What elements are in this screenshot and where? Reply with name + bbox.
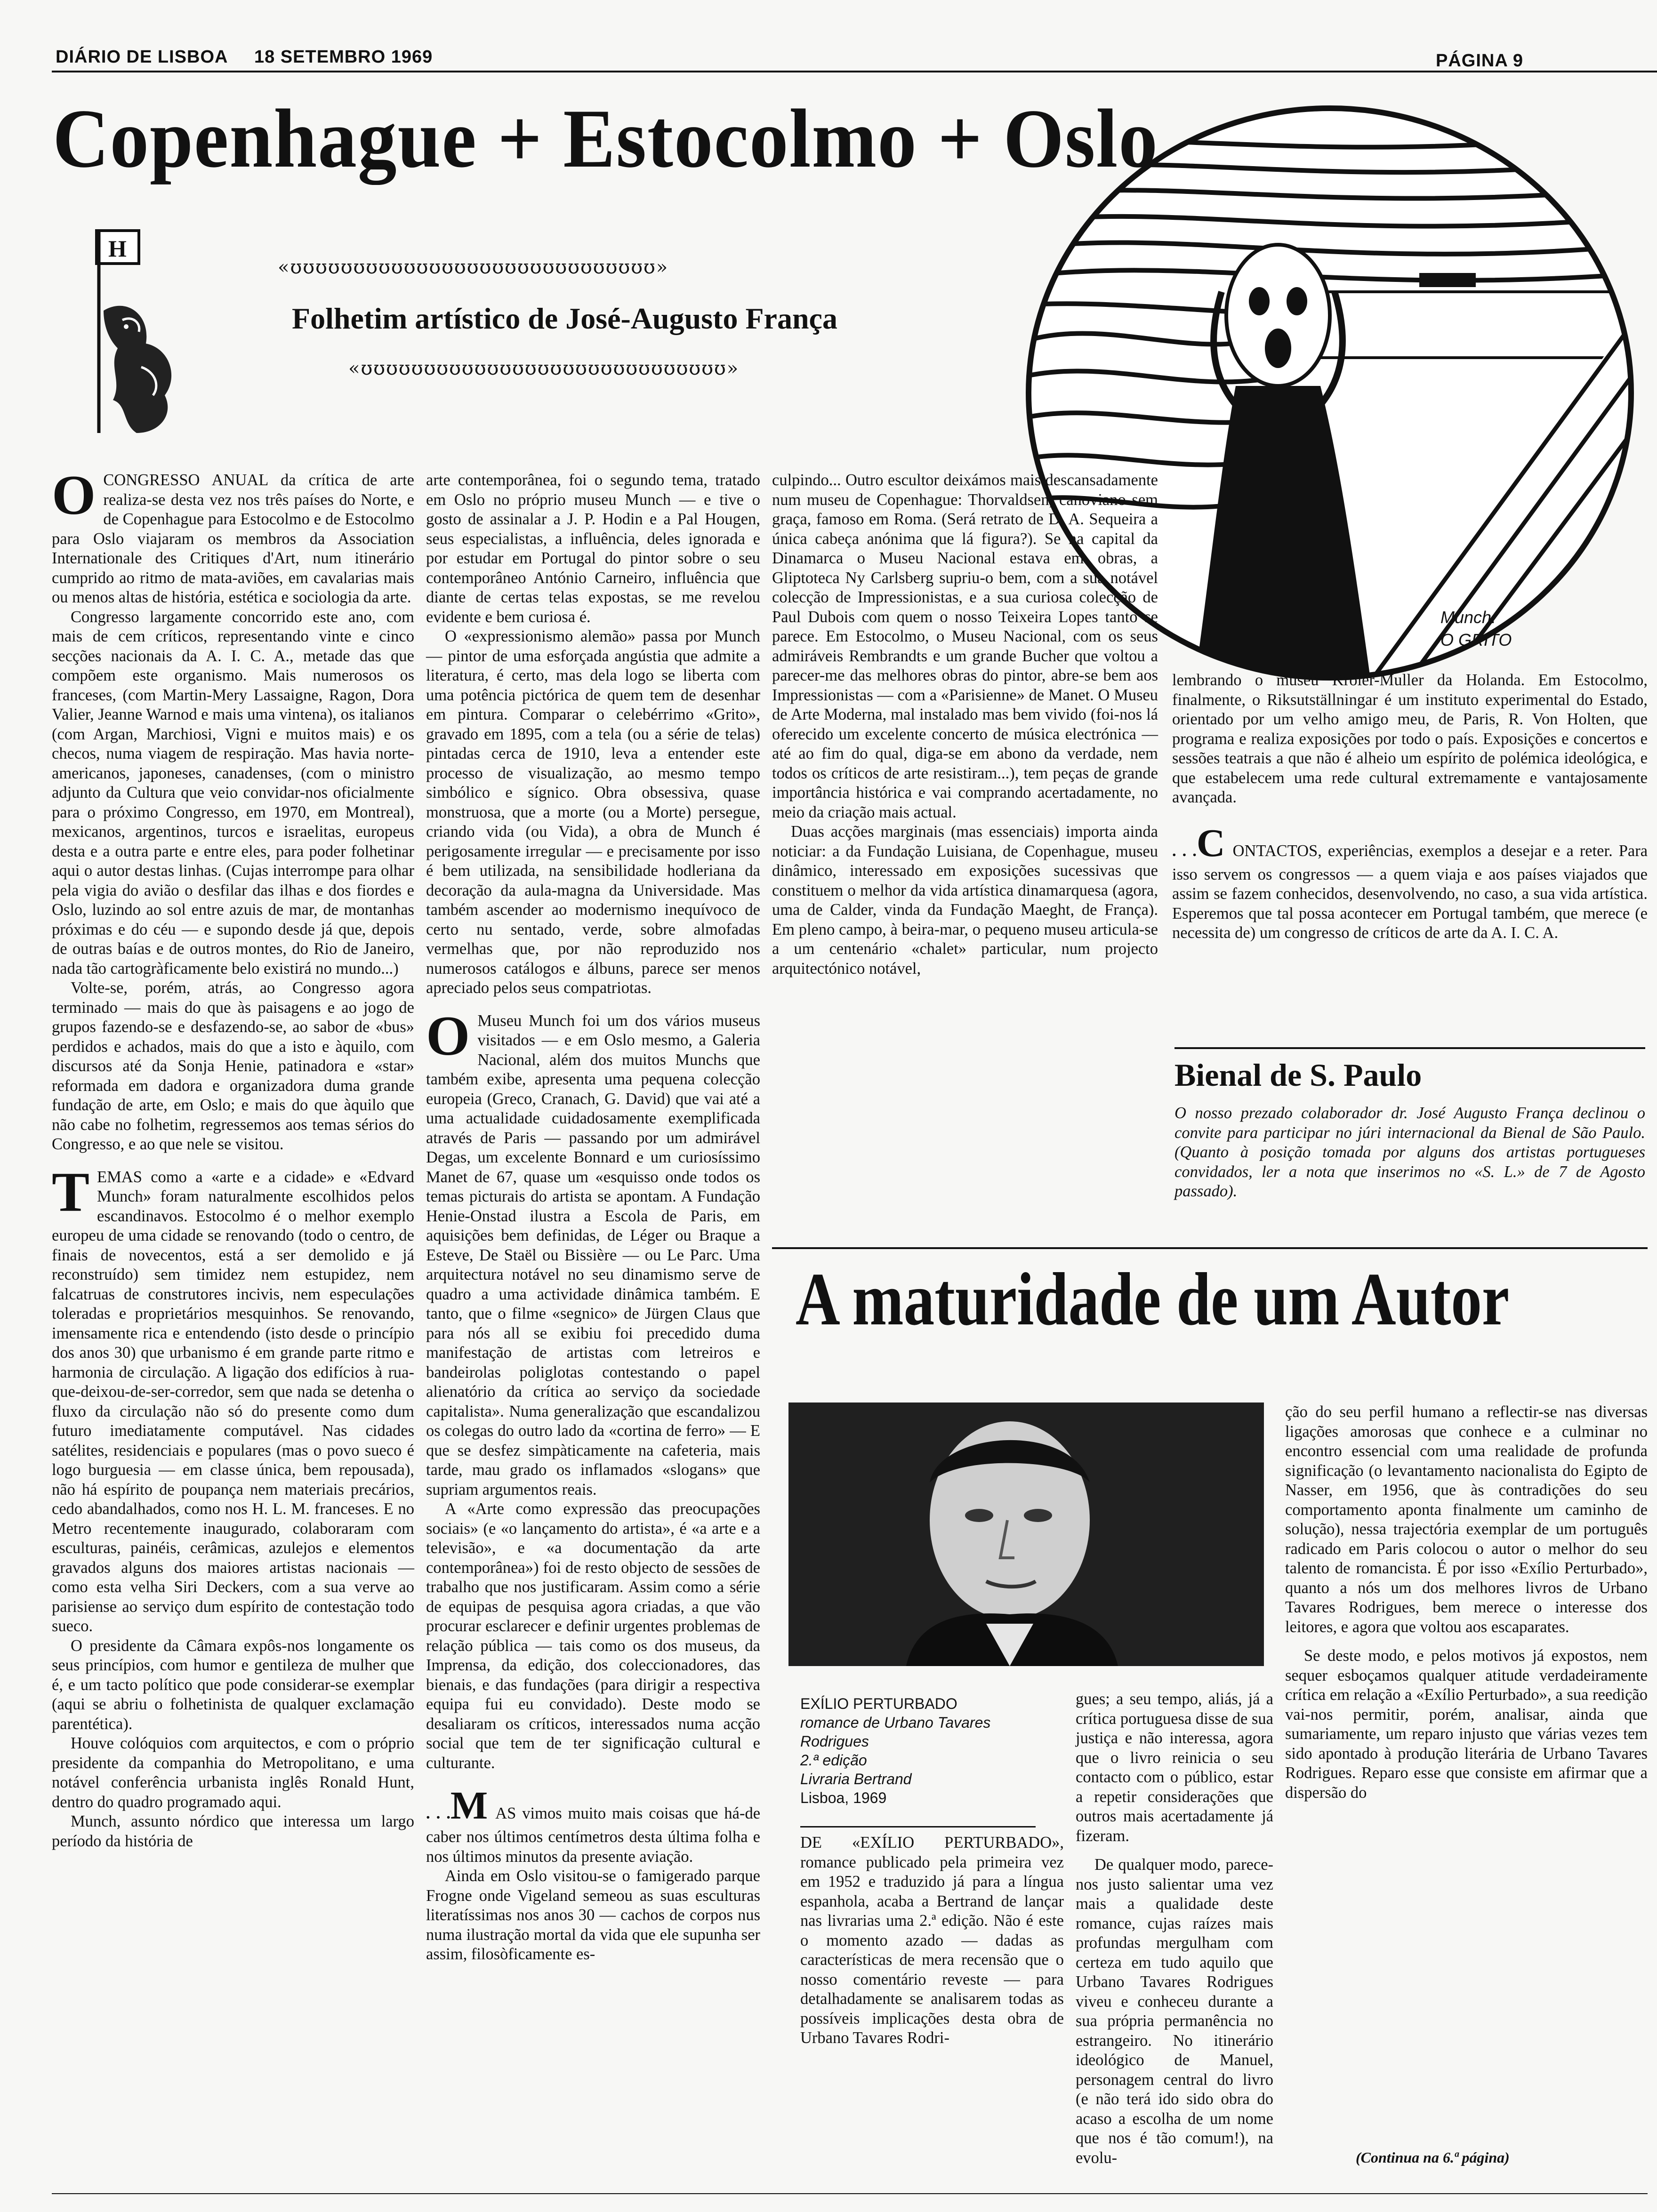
- bienal-body: O nosso prezado colaborador dr. José Augusto França declinou o convite para participar no júri internacional da Bienal de São Paulo. (Quanto à posição tomada por alguns dos artistas portugueses convidados, ler a nota que inserimos no «S. L.» de 7 de Agosto passado).: [1174, 1104, 1645, 1200]
- book-edition: 2.ª edição: [800, 1752, 867, 1769]
- paragraph: O «expressionismo alemão» passa por Munch — pintor de uma esforçada angústia que admite a literatura, é certo, mas dela logo se liberta com uma potência pictórica de quem tem de desenhar em pintura. Comparar o celebérrimo «Grito», gravado em 1895, com a tela (ou a série de telas) pintadas cerca de 1910, leva a entender este processo de visualização, ao mesmo tempo simbólico e sígnico. Obra obsessiva, quase monstruosa, que a morte (ou a Morte) persegue, criando vida (ou Vida), a obra de Munch é perigosamente irregular — e precisamente por isso é bem utilizada, na sensibilidade hodleriana da decoração da aula-magna da Universidade. Mas também ascender ao modernismo inequívoco de certo nu sentado, verde, sobre almofadas vermelhas que, por não reproduzido nos numerosos catálogos e álbuns, parece ser menos apreciado pelos seus compatriotas.: [426, 627, 760, 997]
- paragraph: arte contemporânea, foi o segundo tema, tratado em Oslo no próprio museu Munch — e tive o gosto de assinalar a J. P. Hodin e a Pal Hougen, seus especialistas, a influência, deles ignorada e por estudar em Portugal do pintor sobre o seu contemporâneo António Carneiro, influência que diante de certas telas expostas, se me revelou evidente e bem curiosa é.: [426, 471, 760, 626]
- bienal-title: Bienal de S. Paulo: [1174, 1057, 1422, 1093]
- paragraph: culpindo... Outro escultor deixámos mais descansadamente num museu de Copenhague: Thorvaldsen, canoviano sem graça, famoso em Roma. (Será retrato de D. A. Sequeira a única cabeça anónima que lá figura?). Se na capital da Dinamarca o Museu Nacional estava em obras, a Gliptoteca Ny Carlsberg supriu-o bem, com a sua notável colecção de Impressionistas, e a sua curiosa colecção de Paul Dubois com quem o nosso Teixeira Lopes tanto se parece. Em Estocolmo, o Museu Nacional, com os seus admiráveis Rembrandts e um grande Bucher que voltou a parecer-me das melhores obras do pintor, abre-se bem aos Impressionistas — com a «Parisienne» de Manet. O Museu de Arte Moderna, mal instalado mas bem vivido (foi-nos lá oferecido um excelente concerto de música electrónica — até ao fim do qual, diga-se em abono da verdade, nem todos os críticos de arte resistiram...), tem peças de grande importância histórica e vai comprando acertadamente, no meio da criação mais actual.: [772, 471, 1158, 821]
- svg-text:H: H: [108, 235, 127, 262]
- ornament-bottom: «ʊʊʊʊʊʊʊʊʊʊʊʊʊʊʊʊʊʊʊʊʊʊʊʊʊʊʊʊʊ»: [348, 358, 740, 379]
- paragraph: Ainda em Oslo visitou-se o famigerado parque Frogne onde Vigeland semeou as suas esculturas literatíssimas nos anos 30 — cachos de corpos nus numa ilustração mortal da vida que ele supunha ser assim, filosòficamente es-: [426, 1867, 760, 1963]
- ellipsis-lead: . . .: [1172, 842, 1197, 860]
- article-subhead: Folhetim artístico de José-Augusto França: [292, 302, 837, 335]
- article-column-4: [1172, 671, 1648, 1057]
- article2-top-rule: [772, 1247, 1648, 1249]
- paragraph: Se deste modo, e pelos motivos já expostos, nem sequer esboçamos qualquer atitude verdadeiramente crítica em relação a «Exílio Perturbado», a sua reedição vai-nos permitir, porém, analisar, ainda que sumariamente, um reparo injusto que várias vezes tem sido apontado à produção literária de Urbano Tavares Rodrigues. Reparo esse que consiste em afirmar que a dispersão do: [1285, 1647, 1648, 1802]
- book-info-rule: [800, 1826, 1036, 1827]
- book-place-year: Lisboa, 1969: [800, 1789, 887, 1806]
- paragraph: [52, 1160, 414, 1636]
- bienal-top-rule: [1174, 1047, 1645, 1049]
- paragraph-text: CONGRESSO ANUAL da crítica de arte realiza-se desta vez nos três países do Norte, e de Copenhague para Estocolmo e de Estocolmo para Oslo viajaram os membros da Association Internationale des Critiques d'Art, num itinerário cumprido ao ritmo de mata-aviões, em cavalarias mais ou menos altas de história, estética e sociologia da arte.: [52, 471, 414, 606]
- ornament-top: «ʊʊʊʊʊʊʊʊʊʊʊʊʊʊʊʊʊʊʊʊʊʊʊʊʊʊʊʊʊ»: [278, 256, 669, 278]
- paragraph: O presidente da Câmara expôs-nos longamente os seus princípios, com humor e gentileza de mulher que é, e um tacto político que pode considerar-se exemplar (aqui se abriu o folhetinista de qualquer exclamação parentética).: [52, 1636, 414, 1733]
- emblem-illustration: [71, 226, 198, 447]
- header-rule: [52, 71, 1657, 72]
- article2-column-b: [1076, 1690, 1273, 2184]
- paragraph: gues; a seu tempo, aliás, já a crítica portuguesa disse de sua justiça e não interessa, agora que o livro reinicia o seu contacto com o público, estar a repetir considerações que outros mais acertadamente já fizeram.: [1076, 1690, 1273, 1845]
- paragraph-text: AS vimos muito mais coisas que há-de caber nos últimos centímetros desta última folha e nos últimos minutos da presente aviação.: [426, 1804, 761, 1866]
- article2-column-c: [1285, 1403, 1648, 2137]
- book-author-line: romance de Urbano Tavares: [800, 1714, 991, 1731]
- page-number: PÁGINA 9: [1436, 51, 1524, 71]
- image-caption-line2: O GRITO: [1440, 630, 1512, 649]
- paragraph: [1172, 822, 1648, 943]
- paragraph: ção do seu perfil humano a reflectir-se nas diversas ligações amorosas que conhece e a culminar no encontro essencial com uma realidade de profunda significação (o levantamento nacionalista do Egipto de Nasser, em 1956, que às contradições do seu comportamento aponta finalmente um caminho de solução), nessa trajectória exemplar de um português radicado em Paris colocou o autor o melhor do seu talento de romancista. É por isso «Exílio Perturbado», quanto a nós um dos melhores livros de Urbano Tavares Rodrigues, bem merece o interesse dos leitores, e agora que voltou aos escaparates.: [1285, 1403, 1648, 1636]
- drop-cap: C: [1196, 821, 1225, 865]
- paragraph: Duas acções marginais (mas essenciais) importa ainda noticiar: a da Fundação Luisiana, de Copenhague, museu dinâmico, interessado em exposições sucessivas que constituem o melhor da vida artística dinamarquesa (agora, uma de Calder, vinda da Fundação Maeght, de França). Em pleno campo, à beira-mar, o pequeno museu articula-se a um centenário «chalet» particular, num projecto arquitectónico notável,: [772, 823, 1158, 978]
- paragraph: lembrando o museu Kröler-Muller da Holanda. Em Estocolmo, finalmente, o Riksutställningar é um instituto experimental do Estado, orientado por um velho amigo meu, de Paris, R. Von Holten, que programa e realiza exposições por todo o país. Exposições e concertos e sessões teatrais a que não é alheio um espírito de polémica ideológica, e que estabelecem uma rede cultural extremamente e vantajosamente avançada.: [1172, 671, 1648, 806]
- issue-date: 18 SETEMBRO 1969: [254, 47, 433, 67]
- book-info: [800, 1694, 1045, 1807]
- image-caption-line1: Munch:: [1440, 608, 1496, 627]
- author-portrait-photo: [788, 1403, 1264, 1666]
- drop-cap: T: [52, 1160, 90, 1223]
- paragraph: Congresso largamente concorrido este ano, com mais de cem críticos, representando vinte e cinco secções nacionais da A. I. C. A., metade das que compõem este organismo. Mais numerosos os franceses, (com Martin-Mery Lassaigne, Ragon, Dora Valier, Jeanne Warnod e mais uma vintena), os italianos (com Argan, Marchiosi, Vigni e muitos mais) e os checos, numa viagem de respiração. Mas havia norte-americanos, japoneses, canadenses, (com o ministro adjunto da Cultura que veio convidar-nos oficialmente para o próximo Congresso, em 1970, em Montreal), mexicanos, argentinos, turcos e israelitas, europeus desta e a outra parte e entre eles, para poder folhetinar aqui o autor destas linhas. (Cujas interrompe para olhar pela vigia do avião o desfilar das ilhas e dos fiordes e Oslo, luzindo ao sol entre azuis de mar, de montanhas próximas e do céu — e supondo desde já que, depois de outras baías e de outros montes, do Rio de Janeiro, nada tão cartogràficamente belo existirá no mundo...): [52, 608, 414, 978]
- paragraph: DE «EXÍLIO PERTURBADO», romance publicado pela primeira vez em 1952 e traduzido já para a língua espanhola, acaba a Bertrand de lançar nas livrarias uma 2.ª edição. Não é este o momento azado — dadas as características de mera recensão que o nosso comentário reveste — para detalhadamente se analisarem todas as possíveis implicações desta obra de Urbano Tavares Rodri-: [800, 1834, 1064, 2047]
- article2-title: A maturidade de um Autor: [796, 1257, 1510, 1341]
- paragraph: A «Arte como expressão das preocupações sociais» (e «o lançamento do artista», é «a arte e a televisão», e «a documentação da arte contemporânea») foi de resto objecto de sessões de trabalho que nos justificaram. Assim como a série de equipas de pesquisa agora criadas, a que vão procurar esclarecer e definir urgentes problemas de relação pública — tais como os dos museus, da Imprensa, da edição, dos coleccionadores, das bienais, e das fundações (para dirigir a respectiva equipa fui eu convidado). Deste modo se desaliaram os críticos, interessados numa acção social que tem de ter significação cultural e culturante.: [426, 1500, 760, 1772]
- paragraph: [426, 1004, 760, 1500]
- paragraph: De qualquer modo, parece-nos justo salientar uma vez mais a qualidade deste romance, cujas raízes mais profundas mergulham com certeza em tudo aquilo que Urbano Tavares Rodrigues viveu e conheceu durante a sua própria permanência no estrangeiro. No itinerário ideológico de Manuel, personagem central do livro (e não terá ido sido obra do acaso a escolha de um nome que nos é tão comum!), na evolu-: [1076, 1856, 1273, 2167]
- drop-cap: O: [52, 464, 96, 526]
- newspaper-name: DIÁRIO DE LISBOA: [56, 47, 228, 67]
- article-column-1: [52, 464, 414, 2184]
- paragraph: [426, 1784, 760, 1867]
- article-column-2: [426, 471, 760, 2184]
- paragraph-text: EMAS como a «arte e a cidade» e «Edvard Munch» foram naturalmente escolhidos pelos escandinavos. Estocolmo é o melhor exemplo europeu de uma cidade se renovando (todo o centro, de finais de novecentos, está a ser demolido e já reconstruído) sem timidez nem estupidez, nem falcatruas de construtores incivis, nem especulações toleradas e proprietários mesquinhos. Se renovando, imensamente rica e entendendo (isto desde o princípio dos anos 30) que urbanismo é em grande parte ritmo e harmonia de circulação. A ligação dos edifícios à rua-que-deixou-de-ser-corredor, sem que nada se detenha o fluxo da circulação não só do presente como dum futuro imediatamente computável. Nas cidades satélites, residenciais e populares (mas o povo sueco é logo burguesia — em classe única, bem repousada), não há espírito de poupança nem materiais precários, cedo abandalhados, como nos H. L. M. franceses. E no Metro recentemente inaugurado, colaboraram com esculturas, painéis, cerâmicas, azulejos e elementos gravados alguns dos maiores artistas nacionais — como esta velha Siri Deckers, com a sua verve ao parisiense ao serviço dum espírito de contestação todo sueco.: [52, 1168, 414, 1635]
- ellipsis-lead: . . .: [426, 1804, 450, 1822]
- footer-rule: [52, 2193, 1648, 2194]
- continued-note: (Continua na 6.ª página): [1356, 2149, 1510, 2166]
- paragraph: Houve colóquios com arquitectos, e com o próprio presidente da companhia do Metropolitano, e uma notável conferência urbanista inglês Ronald Hunt, dentro do quadro programado aqui.: [52, 1734, 414, 1811]
- main-headline: Copenhague + Estocolmo + Oslo: [53, 92, 1158, 185]
- paragraph: [52, 464, 414, 608]
- book-publisher: Livraria Bertrand: [800, 1771, 912, 1787]
- book-author-name: Rodrigues: [800, 1733, 869, 1750]
- paragraph: Volte-se, porém, atrás, ao Congresso agora terminado — mais do que às paisagens e ao jogo de grupos fazendo-se e desfazendo-se, ao sabor de «bus» perdidos e achados, mais do que a isto e àquilo, com discursos até da Sonja Henie, patinadora e «star» reformada em dadora e organizadora duma grande fundação de arte, em Oslo; e mais do que àquilo que não cabe no folhetim, regressemos aos temas sérios do Congresso, e ao que nele se visitou.: [52, 979, 414, 1153]
- paragraph-text: Museu Munch foi um dos vários museus visitados — e em Oslo mesmo, a Galeria Nacional, além dos muitos Munchs que também exibe, apresenta uma pequena colecção europeia (Greco, Cranach, G. David) que vai até a uma actualidade cuidadosamente exemplificada através de Paris — passando por um admirável Degas, um excelente Bonnard e um curiosíssimo Manet de 67, quase um «esquisso onde todos os temas picturais do artista se apontam. A Fundação Henie-Onstad ilustra a Escola de Paris, em aquisições bem definidas, de Léger ou Braque a Esteve, De Staël ou Bissière — ou Le Parc. Uma arquitectura notável no seu dinamismo serve de quadro a uma actividade dinâmica também. E tanto, que o filme «segnico» de Jürgen Claus que para nós all se exibiu foi precedido duma manifestação de artistas com letreiros e bandeirolas poliglotas contestando o papel alienatório da crítica ao serviço da sociedade capitalista». Numa generalização que escandalizou os colegas do outro lado da «cortina de ferro» — E que se desfez simpàticamente na cafeteria, mais tarde, mau grado os inflamados «slogans» que supriam argumentos reais.: [426, 1011, 760, 1499]
- article-column-3: [772, 471, 1158, 1242]
- drop-cap: M: [450, 1784, 488, 1827]
- paragraph: Munch, assunto nórdico que interessa um largo período da história de: [52, 1812, 414, 1850]
- paragraph-text: ONTACTOS, experiências, exemplos a desejar e a reter. Para isso servem os congressos — a quem viaja e aos países viajados que assim se fazem conhecidos, desenvolvendo, no caso, a sua vida artística. Esperemos que tal possa acontecer em Portugal também, que merece (e necessita de) um congresso de críticos de arte da A. I. C. A.: [1172, 842, 1648, 942]
- article2-column-a: [800, 1833, 1064, 2181]
- drop-cap: O: [426, 1004, 470, 1067]
- book-title: EXÍLIO PERTURBADO: [800, 1695, 957, 1712]
